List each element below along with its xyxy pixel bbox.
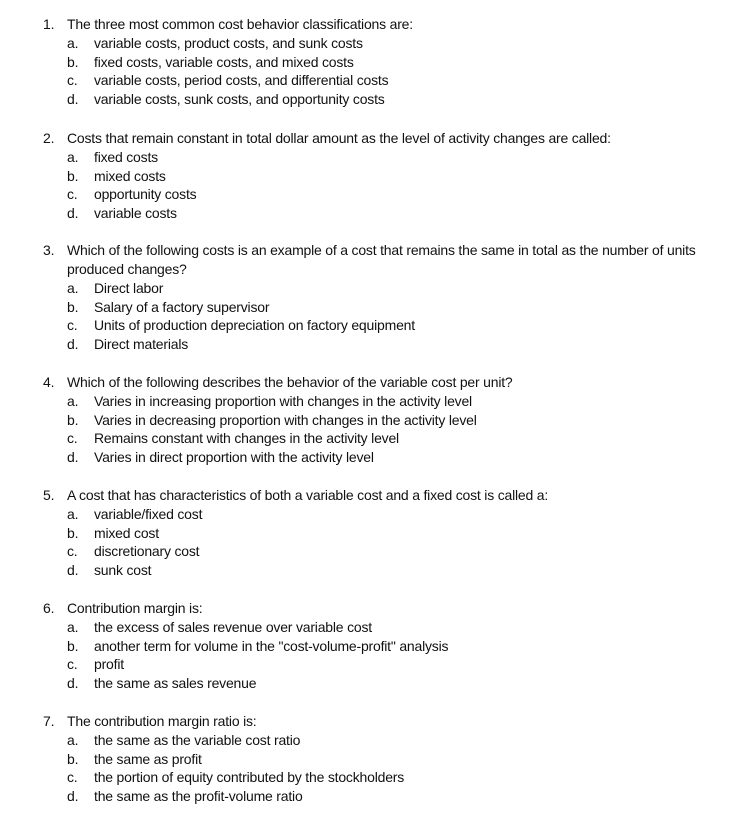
choice-letter: d.: [67, 787, 79, 804]
choice-b: [0, 750, 741, 769]
choice-letter: d.: [67, 561, 79, 578]
question-number: 3.: [43, 242, 55, 258]
choice-text: fixed costs: [94, 149, 158, 165]
question-number: 6.: [43, 600, 55, 616]
choice-text: the same as the variable cost ratio: [94, 732, 301, 748]
question-3: [0, 241, 741, 353]
choice-text: variable costs, period costs, and differential costs: [94, 72, 389, 89]
choice-c: [0, 71, 741, 90]
question-1: [0, 15, 741, 108]
choice-text: mixed costs: [94, 167, 166, 184]
choice-letter: b.: [67, 524, 79, 541]
question-text: Which of the following describes the behavior of the variable cost per unit?: [67, 374, 513, 390]
choice-text: the portion of equity contributed by the stockholders: [94, 769, 405, 786]
choice-letter: a.: [67, 506, 79, 522]
choice-letter: d.: [67, 90, 79, 107]
question-text: The contribution margin ratio is:: [67, 713, 257, 729]
choice-d: [0, 335, 741, 354]
choice-d: [0, 787, 741, 806]
choice-text: profit: [94, 656, 124, 673]
choice-letter: a.: [67, 280, 79, 296]
question-text: The three most common cost behavior classifications are:: [67, 16, 413, 32]
choice-text: variable/fixed cost: [94, 506, 203, 522]
choice-a: [0, 618, 741, 637]
choice-text: the same as sales revenue: [94, 674, 257, 691]
choice-text: Units of production depreciation on factory equipment: [94, 317, 415, 334]
choice-text: Remains constant with changes in the activity level: [94, 430, 399, 447]
choice-letter: d.: [67, 448, 79, 465]
choice-letter: c.: [67, 430, 78, 447]
question-text: Costs that remain constant in total dollar amount as the level of activity changes are called:: [67, 130, 611, 146]
choice-text: sunk cost: [94, 561, 152, 578]
choice-text: Varies in increasing proportion with changes in the activity level: [94, 393, 472, 409]
choice-letter: c.: [67, 317, 78, 334]
question-7: [0, 712, 741, 805]
choice-c: [0, 768, 741, 787]
choice-letter: a.: [67, 732, 79, 748]
choice-d: [0, 204, 741, 223]
choice-b: [0, 524, 741, 543]
choice-letter: a.: [67, 35, 79, 51]
choice-text: Direct materials: [94, 335, 189, 352]
choice-text: variable costs: [94, 204, 177, 221]
choice-letter: b.: [67, 637, 79, 654]
choice-text: Varies in decreasing proportion with changes in the activity level: [94, 411, 477, 428]
choice-letter: a.: [67, 619, 79, 635]
choice-b: [0, 411, 741, 430]
choice-text: Varies in direct proportion with the activity level: [94, 448, 374, 465]
choice-letter: d.: [67, 335, 79, 352]
question-number: 4.: [43, 374, 55, 390]
choice-text: fixed costs, variable costs, and mixed costs: [94, 53, 354, 70]
choice-letter: c.: [67, 72, 78, 89]
choice-a: [0, 148, 741, 167]
choice-letter: b.: [67, 53, 79, 70]
question-number: 5.: [43, 487, 55, 503]
choice-text: another term for volume in the "cost-volume-profit" analysis: [94, 637, 449, 654]
choice-text: the excess of sales revenue over variable cost: [94, 619, 372, 635]
choice-letter: d.: [67, 674, 79, 691]
choice-text: opportunity costs: [94, 186, 197, 203]
choice-b: [0, 53, 741, 72]
choice-letter: b.: [67, 298, 79, 315]
question-6: [0, 599, 741, 692]
choice-a: [0, 505, 741, 524]
choice-c: [0, 185, 741, 204]
choice-letter: a.: [67, 149, 79, 165]
choice-a: [0, 279, 741, 298]
question-text: Which of the following costs is an example of a cost that remains the same in total as the number of units produced changes?: [67, 242, 696, 277]
question-number: 2.: [43, 130, 55, 146]
choice-letter: a.: [67, 393, 79, 409]
choice-c: [0, 655, 741, 674]
choice-letter: c.: [67, 186, 78, 203]
choice-text: mixed cost: [94, 524, 159, 541]
choice-d: [0, 90, 741, 109]
question-number: 7.: [43, 713, 55, 729]
choice-c: [0, 429, 741, 448]
choice-d: [0, 561, 741, 580]
question-5: [0, 486, 741, 579]
choice-text: variable costs, sunk costs, and opportunity costs: [94, 90, 385, 107]
choice-d: [0, 674, 741, 693]
choice-text: the same as profit: [94, 750, 202, 767]
question-text: Contribution margin is:: [67, 600, 203, 616]
choice-letter: c.: [67, 769, 78, 786]
choice-letter: d.: [67, 204, 79, 221]
choice-a: [0, 392, 741, 411]
choice-c: [0, 542, 741, 561]
choice-b: [0, 298, 741, 317]
choice-letter: c.: [67, 543, 78, 560]
choice-a: [0, 34, 741, 53]
question-text: A cost that has characteristics of both a variable cost and a fixed cost is called a:: [67, 487, 549, 503]
choice-text: Salary of a factory supervisor: [94, 298, 270, 315]
choice-text: variable costs, product costs, and sunk costs: [94, 35, 363, 51]
choice-b: [0, 167, 741, 186]
choice-letter: b.: [67, 750, 79, 767]
choice-d: [0, 448, 741, 467]
choice-c: [0, 316, 741, 335]
choice-text: Direct labor: [94, 280, 164, 296]
question-number: 1.: [43, 16, 55, 32]
question-4: [0, 373, 741, 466]
choice-text: discretionary cost: [94, 543, 200, 560]
choice-b: [0, 637, 741, 656]
question-2: [0, 129, 741, 222]
choice-text: the same as the profit-volume ratio: [94, 787, 303, 804]
choice-a: [0, 731, 741, 750]
choice-letter: b.: [67, 167, 79, 184]
choice-letter: b.: [67, 411, 79, 428]
choice-letter: c.: [67, 656, 78, 673]
